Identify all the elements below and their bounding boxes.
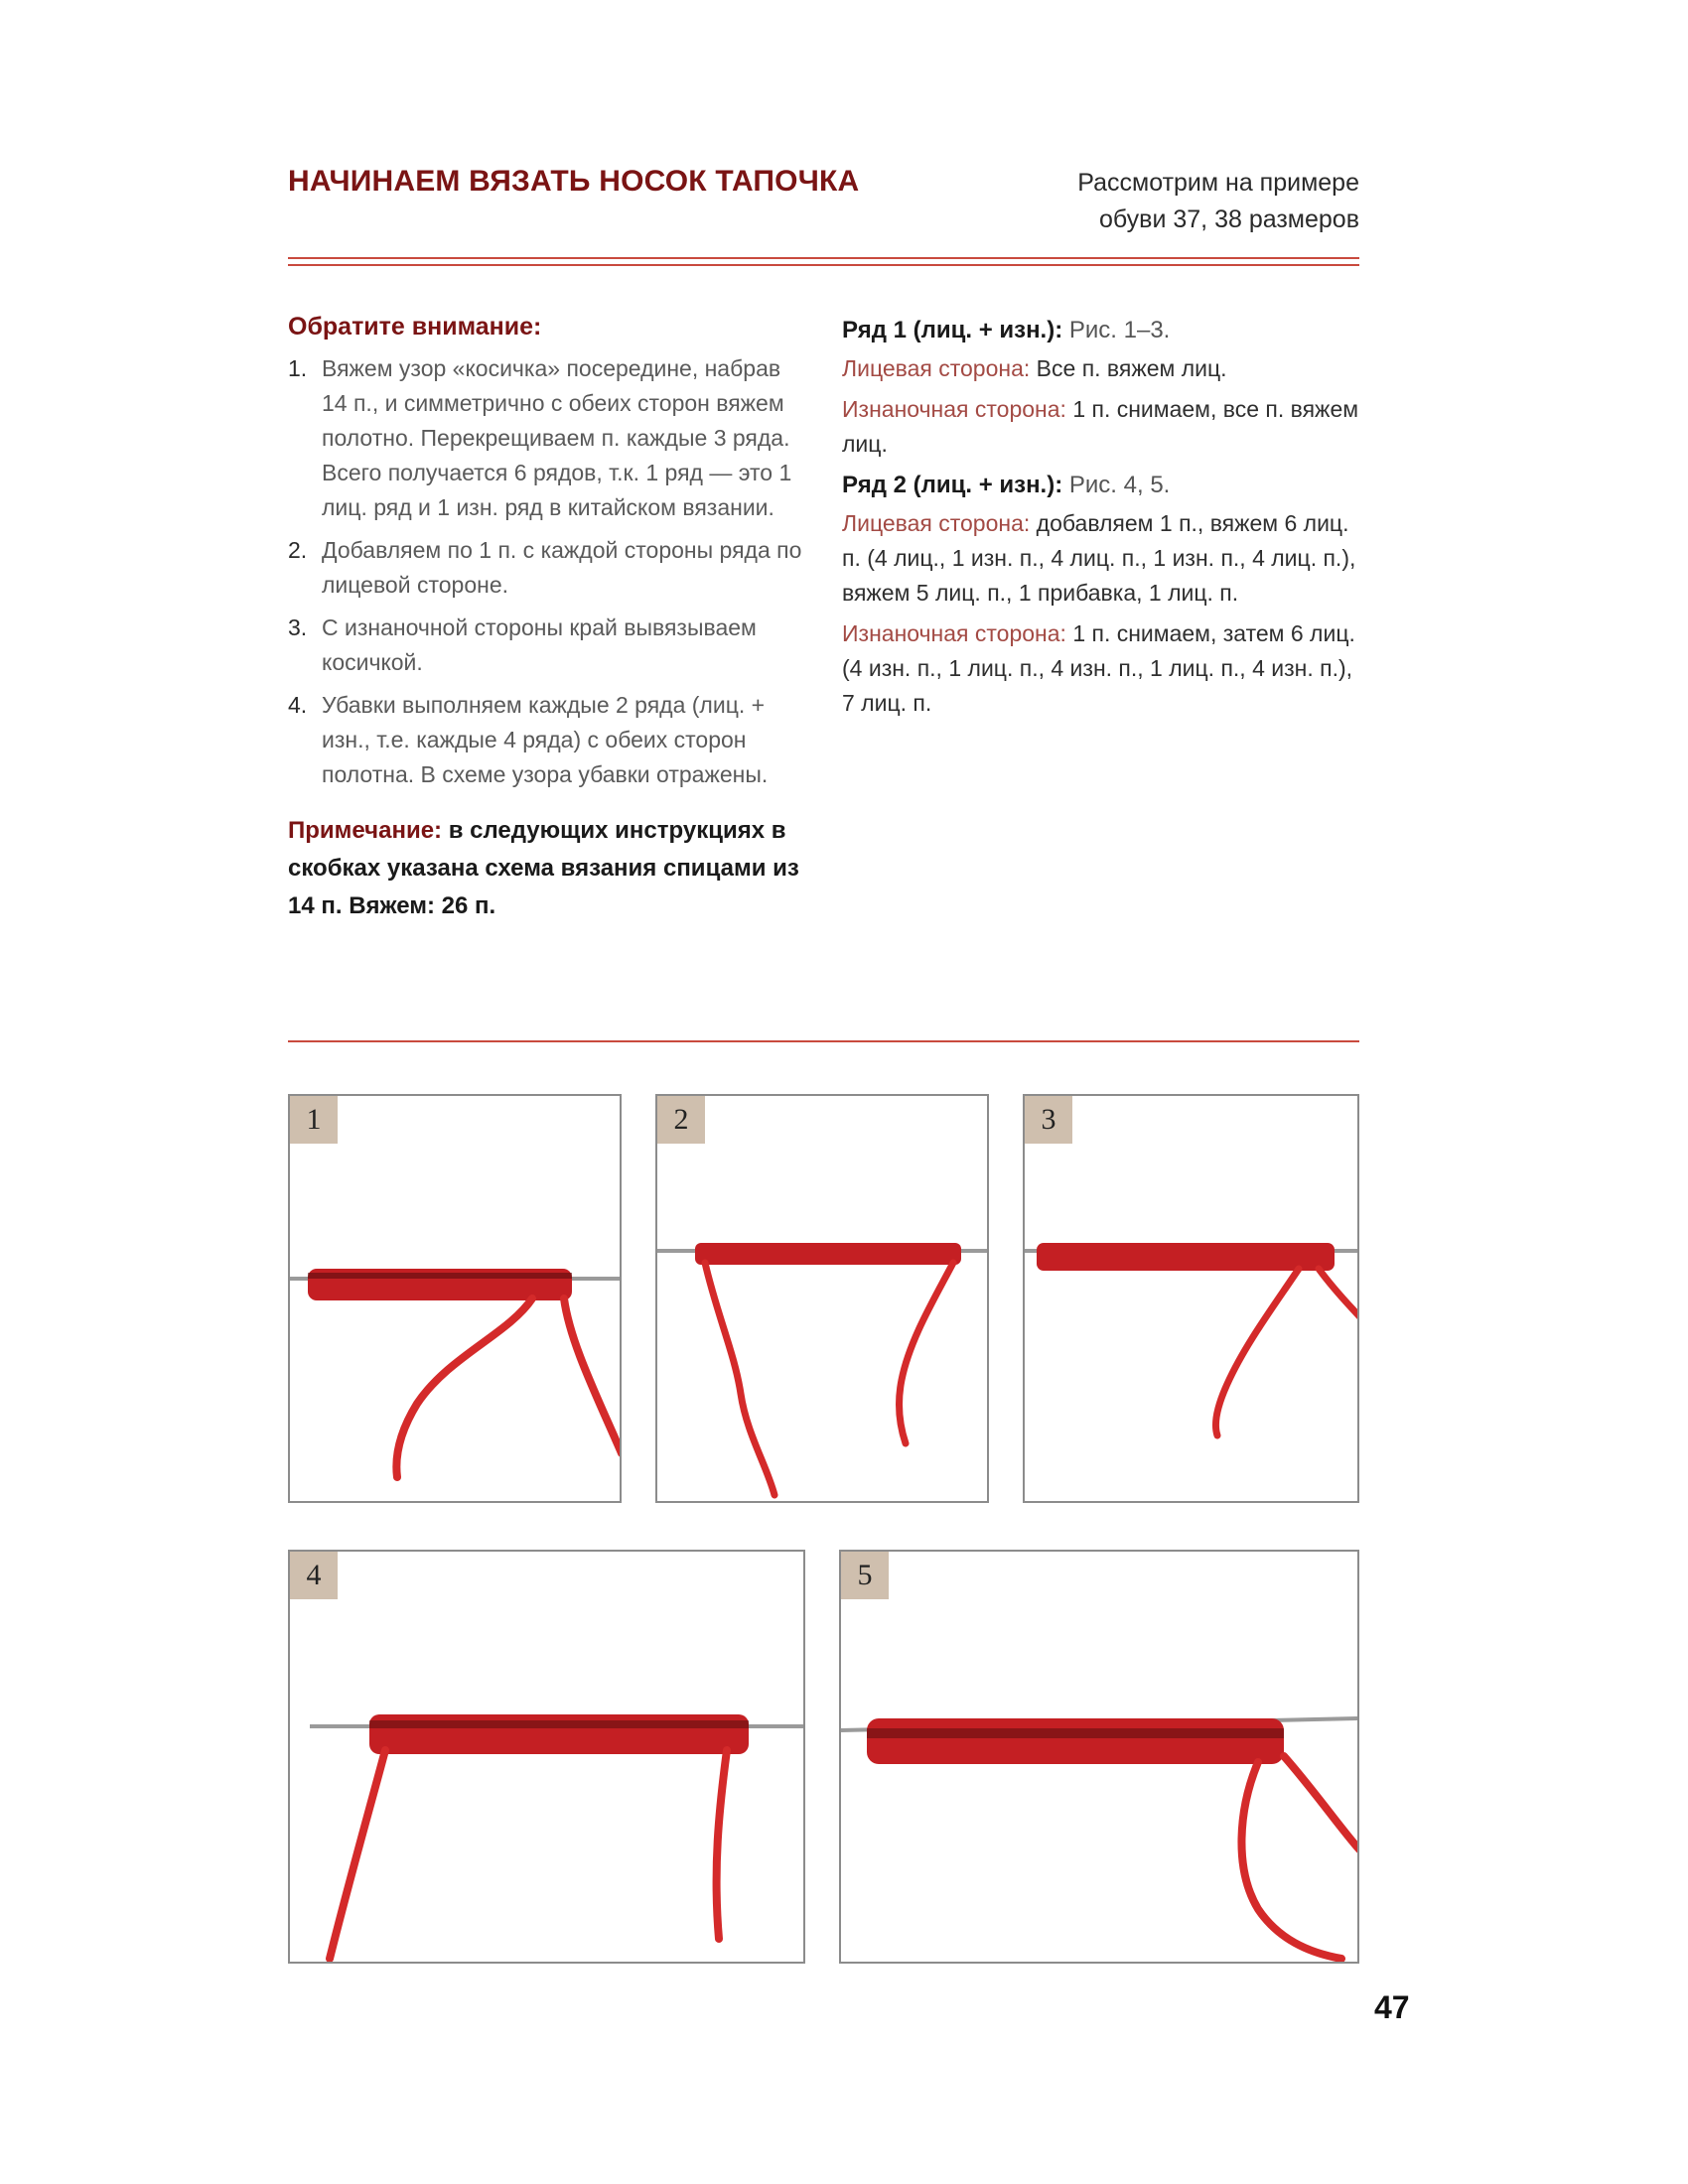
header-rule-bottom [288, 264, 1359, 266]
note-text: в следующих инструкциях в скобках указана схема вязания спицами из 14 п. Вяжем: 26 п. [288, 817, 799, 919]
note [288, 812, 804, 925]
yarn-tail [705, 1263, 774, 1495]
row1-back-text: 1 п. снимаем, все п. вяжем лиц. [842, 396, 1359, 457]
row2-back [842, 616, 1360, 721]
section-rule [288, 1040, 1359, 1042]
knitting-photo-2 [657, 1096, 989, 1503]
list-item [288, 351, 804, 525]
row2-front [842, 506, 1360, 611]
row2-front-label: Лицевая сторона: [842, 510, 1031, 536]
fabric-shadow [867, 1728, 1284, 1738]
fabric-shadow [308, 1273, 572, 1279]
header-rule-top [288, 257, 1359, 259]
row2-back-text: 1 п. снимаем, затем 6 лиц. (4 изн. п., 1 лиц. п., 4 изн. п., 1 лиц. п., 4 изн. п.), 7 лиц. п. [842, 620, 1355, 716]
knitting-photo-5 [841, 1552, 1359, 1964]
yarn-strand [717, 1750, 727, 1939]
figure-number-badge: 3 [1025, 1096, 1072, 1144]
yarn-strand [1319, 1269, 1359, 1316]
row2-heading [842, 468, 1360, 502]
list-item-number: 4. [288, 692, 308, 718]
subtitle-line-2: обуви 37, 38 размеров [1099, 205, 1359, 233]
figure-2 [655, 1094, 989, 1503]
yarn-tail [396, 1298, 532, 1477]
figure-3 [1023, 1094, 1359, 1503]
row2-heading-text: Ряд 2 (лиц. + изн.): [842, 472, 1063, 498]
row2-back-label: Изнаночная сторона: [842, 620, 1066, 646]
page-title: НАЧИНАЕМ ВЯЗАТЬ НОСОК ТАПОЧКА [288, 165, 860, 198]
knitting-photo-1 [290, 1096, 622, 1503]
row1-heading-text: Ряд 1 (лиц. + изн.): [842, 317, 1063, 343]
row1-front [842, 351, 1360, 386]
figure-number-badge: 2 [657, 1096, 705, 1144]
yarn-tail [1215, 1269, 1299, 1435]
fabric-shadow [369, 1720, 749, 1728]
list-item [288, 688, 804, 792]
knitted-fabric [695, 1243, 961, 1265]
subtitle-line-1: Рассмотрим на примере [1077, 169, 1359, 197]
knitting-photo-3 [1025, 1096, 1359, 1503]
row1-back [842, 392, 1360, 462]
rows-column [842, 313, 1360, 727]
row2-figure-ref: Рис. 4, 5. [1068, 472, 1171, 498]
figure-5 [839, 1550, 1359, 1964]
list-item-number: 2. [288, 537, 308, 563]
knitted-fabric [1037, 1243, 1335, 1271]
row1-back-label: Изнаночная сторона: [842, 396, 1066, 422]
yarn-strand [899, 1263, 953, 1443]
row1-front-text: Все п. вяжем лиц. [1036, 355, 1227, 381]
list-item-text: С изнаночной стороны край вывязываем косичкой. [322, 614, 757, 675]
attention-title: Обратите внимание: [288, 313, 542, 341]
list-item-text: Убавки выполняем каждые 2 ряда (лиц. + изн., т.е. каждые 4 ряда) с обеих сторон полотна. В схеме узора убавки отражены. [322, 692, 769, 787]
figure-number-badge: 1 [290, 1096, 338, 1144]
list-item-text: Добавляем по 1 п. с каждой стороны ряда по лицевой стороне. [322, 537, 802, 598]
figure-number-badge: 4 [290, 1552, 338, 1599]
knitted-fabric [867, 1718, 1284, 1764]
figure-4 [288, 1550, 805, 1964]
figure-1 [288, 1094, 622, 1503]
row1-heading [842, 313, 1360, 347]
yarn-strand [564, 1298, 622, 1453]
yarn-tail [330, 1750, 385, 1959]
list-item [288, 533, 804, 603]
list-item-text: Вяжем узор «косичка» посередине, набрав 14 п., и симметрично с обеих сторон вяжем полотно. Перекрещиваем п. каждые 3 ряда. Всего получается 6 рядов, т.к. 1 ряд — это 1 лиц. ряд и 1 изн. ряд в китайском вязании. [322, 355, 792, 520]
list-item [288, 611, 804, 680]
page-number: 47 [1374, 1989, 1410, 2025]
list-item-number: 1. [288, 355, 308, 381]
row2-front-text: добавляем 1 п., вяжем 6 лиц. п. (4 лиц., 1 изн. п., 4 лиц. п., 1 изн. п., 4 лиц. п.), вяжем 5 лиц. п., 1 прибавка, 1 лиц. п. [842, 510, 1356, 606]
figure-number-badge: 5 [841, 1552, 889, 1599]
yarn-tail [1241, 1762, 1341, 1959]
row1-figure-ref: Рис. 1–3. [1068, 317, 1171, 343]
page-subtitle [942, 165, 1359, 238]
attention-list [288, 351, 804, 792]
attention-column [288, 313, 804, 925]
row1-front-label: Лицевая сторона: [842, 355, 1031, 381]
knitting-photo-4 [290, 1552, 805, 1964]
note-label: Примечание: [288, 817, 443, 844]
list-item-number: 3. [288, 614, 308, 640]
yarn-strand [1284, 1756, 1359, 1849]
